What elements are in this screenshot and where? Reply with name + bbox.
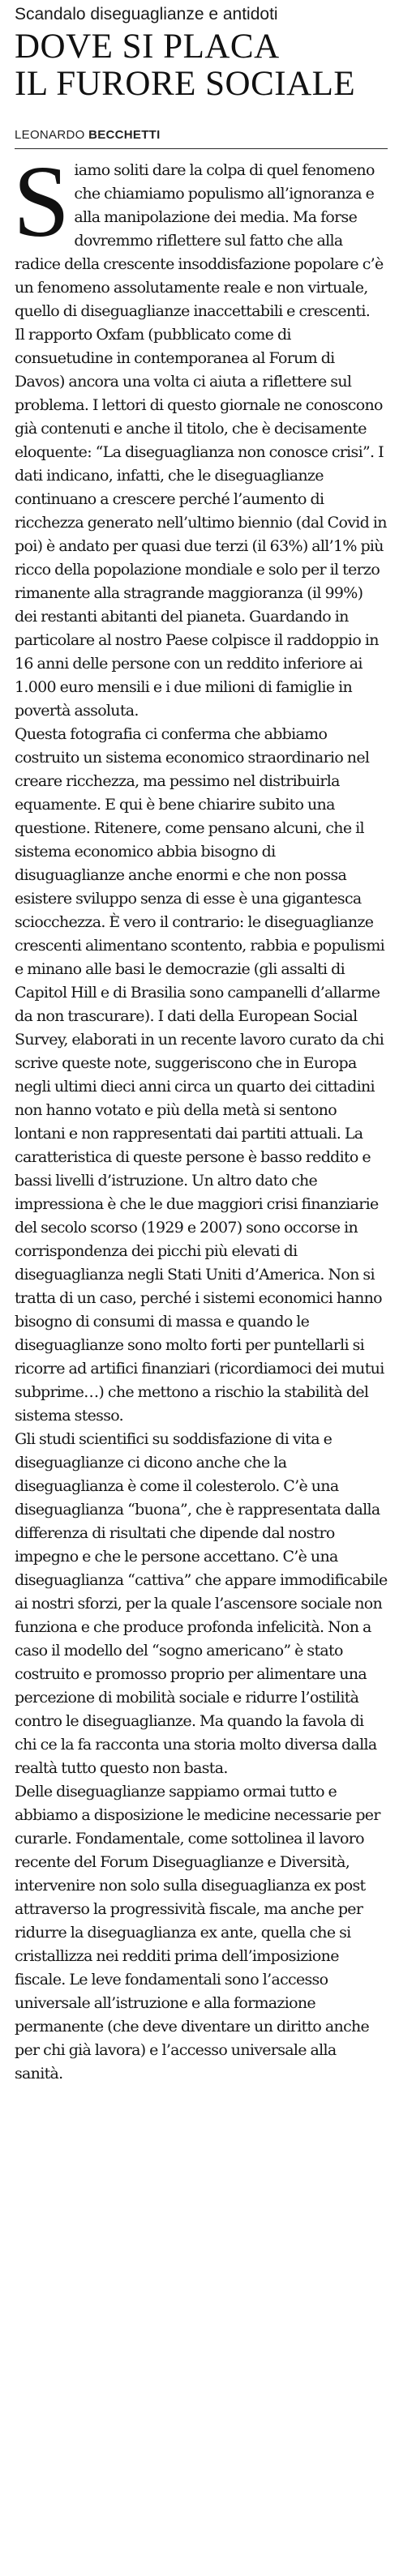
paragraph-3: Questa fotografia ci conferma che abbiamo costruito un sistema economico straordinario nel creare ricchezza, ma pessimo nel distribuirla equamente. E qui è bene chiarire subito una questione. Ritenere, come pensano alcuni, che il sistema economico abbia bisogno di disuguaglianze anche enormi e che non possa esistere sviluppo senza di esse è una gigantesca sciocchezza. È vero il contrario: le diseguaglianze crescenti alimentano scontento, rabbia e populismi e minano alle basi le democrazie (gli assalti di Capitol Hill e di Brasilia sono campanelli d’allarme da non trascurare). I dati della European Social Survey, elaborati in un recente lavoro curato da chi scrive queste note, suggeriscono che in Europa negli ultimi dieci anni circa un quarto dei cittadini non hanno votato e più della metà si sentono lontani e non rappresentati dai partiti attuali. La caratteristica di queste persone è basso reddito e bassi livelli d’istruzione. Un altro dato che impressiona è che le due maggiori crisi finanziarie del secolo scorso (1929 e 2007) sono occorse in corrispondenza dei picchi più elevati di diseguaglianza negli Stati Uniti d’America. Non si tratta di un caso, perché i sistemi economici hanno bisogno di consumi di massa e quando le diseguaglianze sono molto forti per puntellarli si ricorre ad artifici finanziari (ricordiamoci dei mutui subprime…) che mettono a rischio la stabilità del sistema stesso. (15, 725, 385, 1425)
author-surname: BECCHETTI (88, 128, 161, 142)
paragraph-5: Delle diseguaglianze sappiamo ormai tutto e abbiamo a disposizione le medicine necessarie per curarle. Fondamentale, come sottolinea il lavoro recente del Forum Diseguaglianze e Diversità, intervenire non solo sulla diseguaglianza ex post attraverso la progressività fiscale, ma anche per ridurre la diseguaglianza ex ante, quella che si cristallizza nei redditi prima dell’imposizione fiscale. Le leve fondamentali sono l’accesso universale all’istruzione e alla formazione permanente (che deve diventare un diritto anche per chi già lavora) e l’accesso universale alla sanità. (15, 1783, 380, 2083)
article-kicker: Scandalo diseguaglianze e antidoti (15, 5, 278, 23)
paragraph-1 (13, 146, 388, 323)
paragraph-4: Gli studi scientifici su soddisfazione di vita e diseguaglianze ci dicono anche che la diseguaglianza è come il colesterolo. C’è una diseguaglianza “buona”, che è rappresentata dalla differenza di risultati che dipende dal nostro impegno e che le persone accettano. C’è una diseguaglianza “cattiva” che appare immodificabile ai nostri sforzi, per la quale l’ascensore sociale non funziona e che produce profonda infelicità. Non a caso il modello del “sogno americano” è stato costruito e promosso proprio per alimentare una percezione di mobilità sociale e ridurre l’ostilità contro le diseguaglianze. Ma quando la favola di chi ce la fa racconta una storia molto diversa dalla realtà tutto questo non basta. (15, 1430, 388, 1777)
headline-line-1: DOVE SI PLACA (15, 28, 280, 66)
drop-cap-letter: S (13, 146, 70, 258)
article-headline (15, 28, 388, 103)
headline-line-2: IL FURORE SOCIALE (15, 65, 356, 103)
article-body (13, 146, 388, 2086)
paragraph-1-text: iamo soliti dare la colpa di quel fenomeno che chiamiamo populismo all’ignoranza e alla manipolazione dei media. Ma forse dovremmo riflettere sul fatto che alla radice della crescente insoddisfazione popolare c’è un fenomeno assolutamente reale e non virtuale, quello di diseguaglianze inaccettabili e crescenti. (15, 161, 384, 320)
paragraph-2: Il rapporto Oxfam (pubblicato come di consuetudine in contemporanea al Forum di Davos) ancora una volta ci aiuta a riflettere sul problema. I lettori di questo giornale ne conoscono già contenuti e anche il titolo, che è decisamente eloquente: “La diseguaglianza non conosce crisi”. I dati indicano, infatti, che le diseguaglianze continuano a crescere perché l’aumento di ricchezza generato nell’ultimo biennio (dal Covid in poi) è andato per quasi due terzi (il 63%) all’1% più ricco della popolazione mondiale e solo per il terzo rimanente alla stragrande maggioranza (il 99%) dei restanti abitanti del pianeta. Guardando in particolare al nostro Paese colpisce il raddoppio in 16 anni delle persone con un reddito inferiore ai 1.000 euro mensili e i due milioni di famiglie in povertà assoluta. (15, 326, 387, 720)
byline-divider (15, 148, 388, 149)
author-first-name: LEONARDO (15, 128, 89, 142)
author-byline (15, 127, 388, 143)
